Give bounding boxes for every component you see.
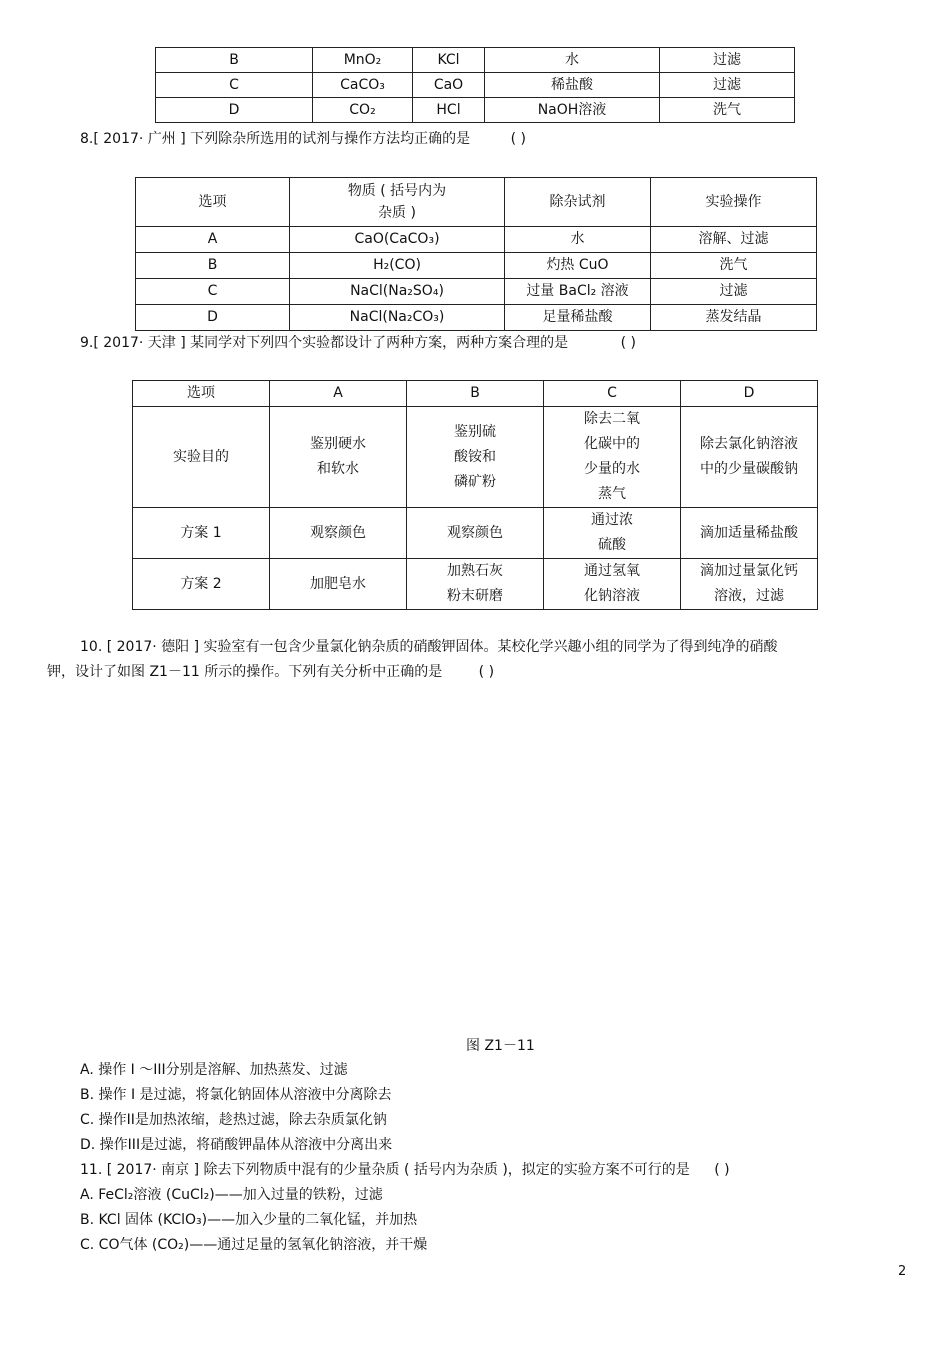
table-cell: 滴加适量稀盐酸 [681, 508, 818, 559]
table-cell: HCl [413, 98, 485, 123]
option-b: B. KCl 固体 (KClO₃)——加入少量的二氧化锰，并加热 [80, 1212, 418, 1228]
table-cell: 洗气 [660, 98, 795, 123]
table-cell: 水 [505, 227, 651, 253]
table-q8 [135, 177, 817, 331]
answer-blank: ( ) [510, 131, 526, 147]
table-continued [155, 47, 795, 123]
table-cell: B [156, 48, 313, 73]
option-a: A. 操作 I ～III分别是溶解、加热蒸发、过滤 [80, 1062, 348, 1078]
table-cell: MnO₂ [313, 48, 413, 73]
page-number: 2 [898, 1264, 907, 1279]
table-row [156, 48, 795, 73]
table-header-cell: D [681, 381, 818, 407]
option-c: C. 操作II是加热浓缩，趁热过滤，除去杂质氯化钠 [80, 1112, 387, 1128]
table-cell: B [136, 253, 290, 279]
table-header-cell: 选项 [136, 178, 290, 227]
table-cell: 观察颜色 [270, 508, 407, 559]
table-cell: H₂(CO) [290, 253, 505, 279]
table-row [133, 407, 818, 508]
table-row [133, 508, 818, 559]
table-cell: 过滤 [660, 48, 795, 73]
table-row [133, 559, 818, 610]
answer-blank: ( ) [714, 1162, 730, 1178]
table-header-row [133, 381, 818, 407]
table-cell: 除去氯化钠溶液 中的少量碳酸钠 [681, 407, 818, 508]
question-10-line-2: 钾，设计了如图 Z1－11 所示的操作。下列有关分析中正确的是 [47, 664, 443, 680]
table-cell: 过滤 [660, 73, 795, 98]
table-cell: 实验目的 [133, 407, 270, 508]
table-cell: A [136, 227, 290, 253]
table-cell: 滴加过量氯化钙 溶液，过滤 [681, 559, 818, 610]
table-cell: 通过氢氧 化钠溶液 [544, 559, 681, 610]
question-11-text: 11. [ 2017· 南京 ] 除去下列物质中混有的少量杂质 ( 括号内为杂质 )，拟定的实验方案不可行的是 [80, 1162, 690, 1178]
table-cell: D [136, 305, 290, 331]
question-8 [80, 128, 526, 148]
figure-caption: 图 Z1－11 [466, 1038, 535, 1054]
table-cell: CaO [413, 73, 485, 98]
table-cell: 蒸发结晶 [651, 305, 817, 331]
table-cell: NaOH溶液 [485, 98, 660, 123]
table-header-cell: 实验操作 [651, 178, 817, 227]
option-c: C. CO气体 (CO₂)——通过足量的氢氧化钠溶液，并干燥 [80, 1237, 428, 1253]
table-cell: 水 [485, 48, 660, 73]
table-cell: C [156, 73, 313, 98]
table-cell: 方案 1 [133, 508, 270, 559]
table-row [136, 279, 817, 305]
table-cell: CaO(CaCO₃) [290, 227, 505, 253]
table-header-cell: A [270, 381, 407, 407]
table-cell: 通过浓 硫酸 [544, 508, 681, 559]
table-header-cell: 除杂试剂 [505, 178, 651, 227]
question-10-line-1: 10. [ 2017· 德阳 ] 实验室有一包含少量氯化钠杂质的硝酸钾固体。某校化学兴趣小组的同学为了得到纯净的硝酸 [80, 639, 778, 655]
table-cell: CO₂ [313, 98, 413, 123]
table-cell: D [156, 98, 313, 123]
table-cell: 过滤 [651, 279, 817, 305]
table-cell: 过量 BaCl₂ 溶液 [505, 279, 651, 305]
table-cell: C [136, 279, 290, 305]
table-cell: KCl [413, 48, 485, 73]
question-8-text: 8.[ 2017· 广州 ] 下列除杂所选用的试剂与操作方法均正确的是 [80, 131, 471, 147]
table-cell: 观察颜色 [407, 508, 544, 559]
table-row [156, 98, 795, 123]
table-header-row [136, 178, 817, 227]
figure-area [80, 690, 870, 1020]
table-cell: 加肥皂水 [270, 559, 407, 610]
table-header-cell: C [544, 381, 681, 407]
table-cell: 鉴别硬水 和软水 [270, 407, 407, 508]
question-9 [80, 332, 636, 352]
table-header-cell: 选项 [133, 381, 270, 407]
option-d: D. 操作III是过滤，将硝酸钾晶体从溶液中分离出来 [80, 1137, 393, 1153]
answer-blank: ( ) [620, 335, 636, 351]
answer-blank: ( ) [478, 664, 495, 680]
table-cell: 溶解、过滤 [651, 227, 817, 253]
table-cell: 灼热 CuO [505, 253, 651, 279]
table-cell: NaCl(Na₂CO₃) [290, 305, 505, 331]
table-cell: 足量稀盐酸 [505, 305, 651, 331]
table-header-cell: 物质 ( 括号内为 杂质 ) [290, 178, 505, 227]
table-q9 [132, 380, 818, 610]
table-header-cell: B [407, 381, 544, 407]
question-9-text: 9.[ 2017· 天津 ] 某同学对下列四个实验都设计了两种方案，两种方案合理的是 [80, 335, 569, 351]
table-row [156, 73, 795, 98]
question-11 [80, 1159, 730, 1179]
table-cell: 除去二氧 化碳中的 少量的水 蒸气 [544, 407, 681, 508]
table-cell: 鉴别硫 酸铵和 磷矿粉 [407, 407, 544, 508]
question-10 [47, 661, 494, 681]
table-cell: 洗气 [651, 253, 817, 279]
table-cell: NaCl(Na₂SO₄) [290, 279, 505, 305]
table-row [136, 227, 817, 253]
option-a: A. FeCl₂溶液 (CuCl₂)——加入过量的铁粉，过滤 [80, 1187, 383, 1203]
table-cell: CaCO₃ [313, 73, 413, 98]
table-row [136, 253, 817, 279]
table-cell: 加熟石灰 粉末研磨 [407, 559, 544, 610]
table-row [136, 305, 817, 331]
option-b: B. 操作 I 是过滤，将氯化钠固体从溶液中分离除去 [80, 1087, 392, 1103]
table-cell: 方案 2 [133, 559, 270, 610]
table-cell: 稀盐酸 [485, 73, 660, 98]
